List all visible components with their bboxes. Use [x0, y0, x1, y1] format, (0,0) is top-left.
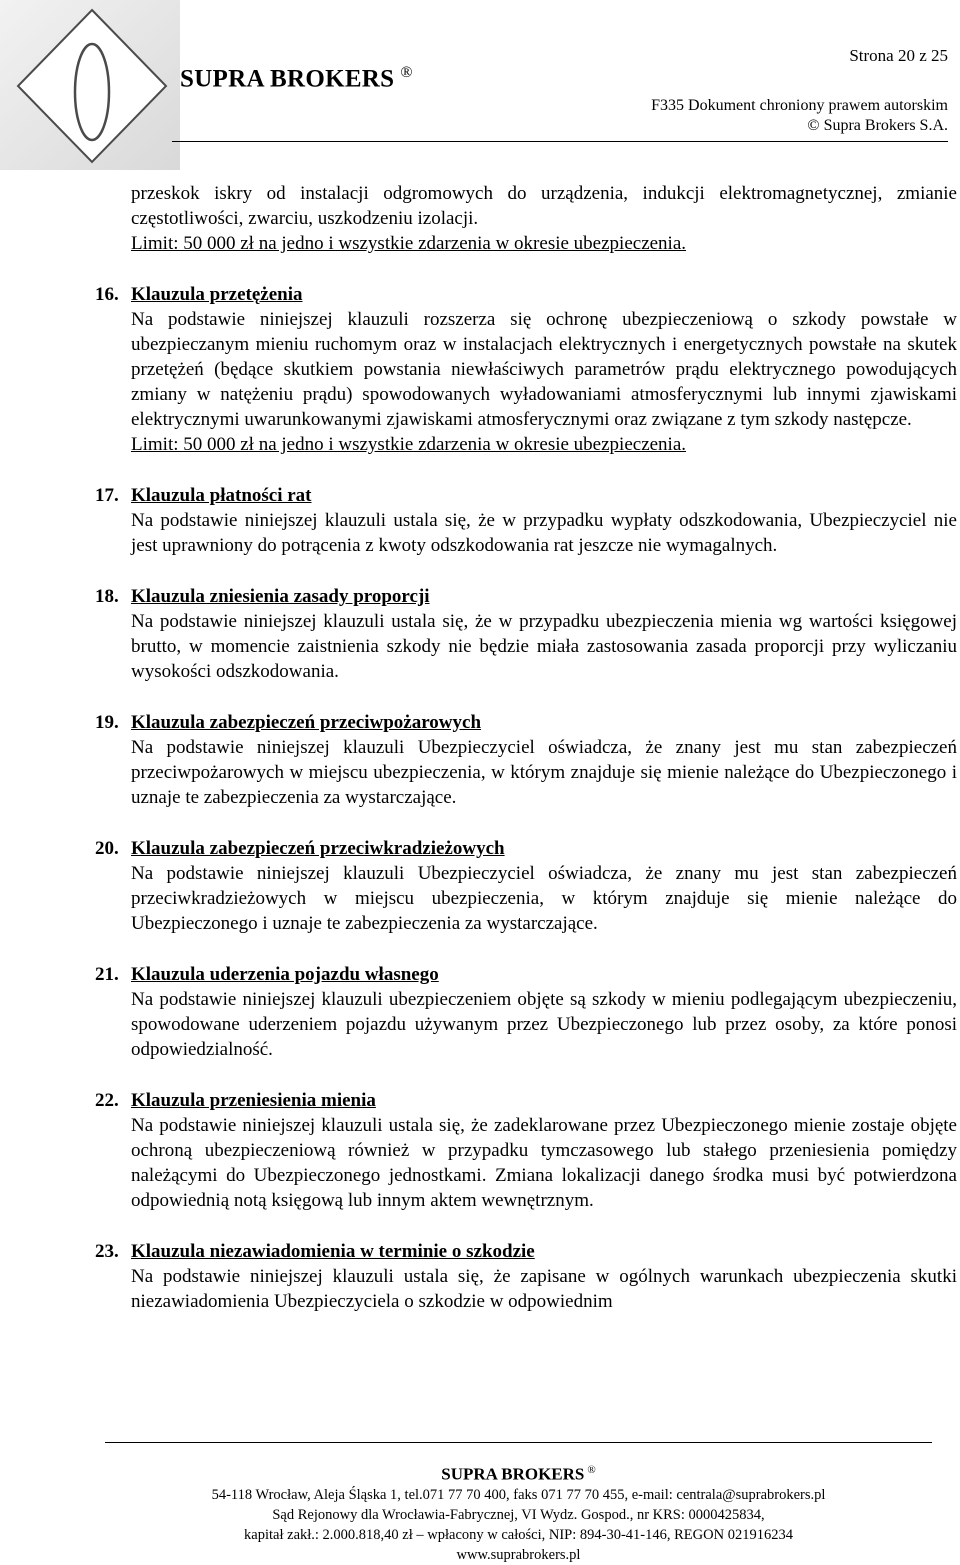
clause-23 — [95, 1239, 957, 1314]
clause-title: Klauzula zniesienia zasady proporcji — [131, 586, 430, 607]
clause-19 — [95, 710, 957, 810]
copyright-notice: F335 Dokument chroniony prawem autorskim — [651, 97, 948, 114]
clause-body: Na podstawie niniejszej klauzuli Ubezpieczyciel oświadcza, że znany jest mu stan zabezpieczeń przeciwpożarowych w miejscu ubezpieczenia, w którym znajduje się mienie należące do Ubezpieczonego i uznaje te zabezpieczenia za wystarczające. — [131, 737, 957, 808]
clause-title: Klauzula niezawiadomienia w terminie o szkodzie — [131, 1241, 535, 1262]
clause-title: Klauzula przeniesienia mienia — [131, 1090, 376, 1111]
clause-21 — [95, 962, 957, 1062]
clause-heading — [95, 584, 957, 609]
clause-heading — [95, 1239, 957, 1264]
clause-20 — [95, 836, 957, 936]
clause-body: Na podstawie niniejszej klauzuli ustala się, że w przypadku wypłaty odszkodowania, Ubezpieczyciel nie jest uprawniony do potrącenia z kwoty odszkodowania rat jeszcze nie wymagalnych. — [131, 510, 957, 556]
clause-number: 16. — [95, 284, 119, 305]
clause-body: Na podstawie niniejszej klauzuli Ubezpieczyciel oświadcza, że znany mu jest stan zabezpieczeń przeciwkradzieżowych w miejscu ubezpieczenia, w którym znajduje się mienie należące do Ubezpieczonego i uznaje te zabezpieczenia za wystarczające. — [131, 863, 957, 934]
clause-22 — [95, 1088, 957, 1213]
footer-divider — [105, 1442, 932, 1443]
clause-body: Na podstawie niniejszej klauzuli ustala się, że w przypadku ubezpieczenia mienia wg wartości księgowej brutto, w momencie zaistnienia szkody nie będzie miała zastosowania zasada proporcji przy wyliczaniu wysokości odszkodowania. — [131, 611, 957, 682]
clause-18 — [95, 584, 957, 684]
clause-17 — [95, 483, 957, 558]
page-footer — [105, 1460, 932, 1565]
clause-title: Klauzula uderzenia pojazdu własnego — [131, 964, 439, 985]
clause-number: 21. — [95, 964, 119, 985]
clause-heading — [95, 962, 957, 987]
clause-body: Na podstawie niniejszej klauzuli ustala się, że zapisane w ogólnych warunkach ubezpieczenia skutki niezawiadomienia Ubezpieczyciela o szkodzie w odpowiednim — [131, 1266, 957, 1312]
header-divider — [172, 141, 948, 142]
clause-number: 19. — [95, 712, 119, 733]
clause-body: Na podstawie niniejszej klauzuli rozszerza się ochronę ubezpieczeniową o szkody powstałe w ubezpieczanym mieniu ruchomym oraz w instalacjach elektrycznych i energetycznych powstałe na skutek przetężeń (będące skutkiem powstania niewłaściwych parametrów prądu elektrycznego powodujących zmiany w natężeniu prądu) spowodowanych wyładowaniami atmosferycznymi lub innymi zjawiskami elektrycznymi uwarunkowanymi zjawiskami atmosferycznymi oraz związane z tym szkody następcze. — [131, 309, 957, 430]
clause-number: 23. — [95, 1241, 119, 1262]
clause-title: Klauzula płatności rat — [131, 485, 312, 506]
clause-number: 20. — [95, 838, 119, 859]
footer-court-registration: Sąd Rejonowy dla Wrocławia-Fabrycznej, VI Wydz. Gospod., nr KRS: 0000425834, — [272, 1506, 765, 1523]
clause-body: Na podstawie niniejszej klauzuli ustala się, że zadeklarowane przez Ubezpieczonego mienie zostaje objęte ochroną ubezpieczeniową również w przypadku tymczasowego lub stałego przeniesienia pomiędzy należącymi do Ubezpieczonego jednostkami. Zmiana lokalizacji danego środka musi być potwierdzona odpowiednią notą księgową lub innym aktem wewnętrznym. — [131, 1115, 957, 1211]
company-logo — [0, 0, 180, 170]
footer-brand: SUPRA BROKERS ® — [441, 1464, 596, 1484]
clause-heading — [95, 282, 957, 307]
clause-title: Klauzula przetężenia — [131, 284, 303, 305]
clause-limit: Limit: 50 000 zł na jedno i wszystkie zdarzenia w okresie ubezpieczenia. — [131, 434, 687, 455]
clause-number: 22. — [95, 1090, 119, 1111]
clause-heading — [95, 1088, 957, 1113]
intro-paragraph: przeskok iskry od instalacji odgromowych do urządzenia, indukcji elektromagnetycznej, zmianie częstotliwości, zwarciu, uszkodzeniu izolacji. — [131, 183, 957, 229]
footer-address: 54-118 Wrocław, Aleja Śląska 1, tel.071 77 70 400, faks 071 77 70 455, e-mail: centrala@suprabrokers.pl — [211, 1486, 826, 1503]
footer-capital: kapitał zakł.: 2.000.818,40 zł – wpłacony w całości, NIP: 894-30-41-146, REGON 021916234 — [244, 1526, 793, 1543]
clause-number: 18. — [95, 586, 119, 607]
footer-website: www.suprabrokers.pl — [456, 1546, 581, 1563]
clause-heading — [95, 483, 957, 508]
copyright-holder: © Supra Brokers S.A. — [807, 117, 948, 134]
clause-16 — [95, 282, 957, 457]
document-body — [95, 181, 957, 1314]
clause-body: Na podstawie niniejszej klauzuli ubezpieczeniem objęte są szkody w mieniu podlegającym ubezpieczeniu, spowodowane uderzeniem pojazdu używanym przez Ubezpieczonego lub przez osoby, za które ponosi odpowiedzialność. — [131, 989, 957, 1060]
clause-heading — [95, 836, 957, 861]
clause-number: 17. — [95, 485, 119, 506]
header-brand: SUPRA BROKERS ® — [180, 64, 413, 93]
clause-title: Klauzula zabezpieczeń przeciwpożarowych — [131, 712, 482, 733]
clause-heading — [95, 710, 957, 735]
clause-title: Klauzula zabezpieczeń przeciwkradzieżowych — [131, 838, 505, 859]
page-number: Strona 20 z 25 — [849, 46, 948, 65]
intro-limit: Limit: 50 000 zł na jedno i wszystkie zdarzenia w okresie ubezpieczenia. — [131, 233, 687, 254]
